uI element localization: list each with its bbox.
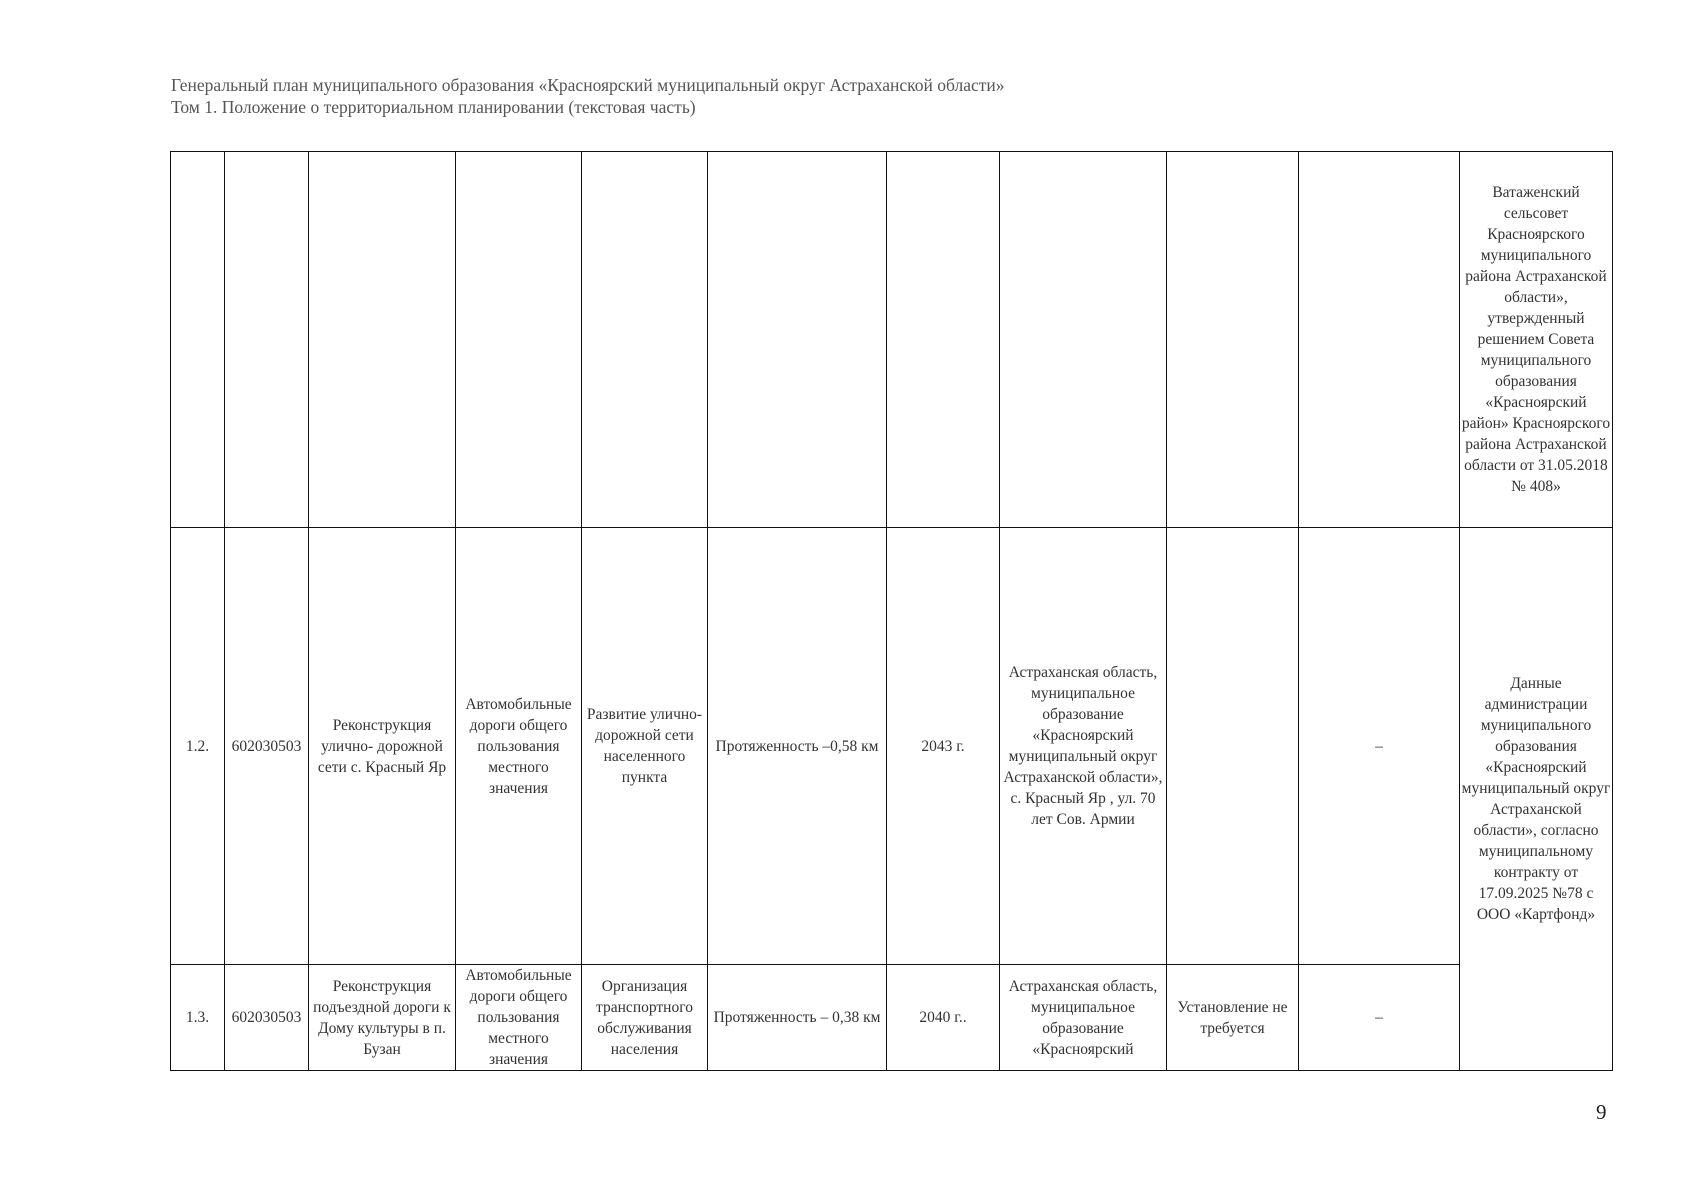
object-characteristics: Протяженность –0,58 км [708, 528, 887, 965]
object-purpose: Организация транспортного обслуживания населения [582, 965, 708, 1071]
empty-cell [225, 152, 309, 528]
object-other: – [1299, 528, 1460, 965]
empty-cell [1299, 152, 1460, 528]
table-row [171, 965, 1613, 1071]
empty-cell [171, 152, 225, 528]
header-title: Генеральный план муниципального образования «Красноярский муниципальный округ Астраханской области» [171, 75, 1005, 95]
object-type: Автомобильные дороги общего пользования местного значения [456, 528, 582, 965]
object-date: 2043 г. [887, 528, 1000, 965]
object-type: Автомобильные дороги общего пользования местного значения [456, 965, 582, 1071]
object-name: Реконструкция улично- дорожной сети с. Красный Яр [309, 528, 456, 965]
objects-table [170, 151, 1613, 1071]
empty-cell [456, 152, 582, 528]
row-number: 1.3. [171, 965, 225, 1071]
object-date: 2040 г.. [887, 965, 1000, 1071]
object-zones: Установление не требуется [1167, 965, 1299, 1071]
object-location: Астраханская область, муниципальное образование «Красноярский муниципальный округ Астраханской области», с. Красный Яр , ул. 70 лет Сов. Армии [1000, 528, 1167, 965]
header-volume: Том 1. Положение о территориальном планировании (текстовая часть) [171, 97, 696, 117]
empty-cell [1000, 152, 1167, 528]
table-row [171, 528, 1613, 965]
row-number: 1.2. [171, 528, 225, 965]
document-header [171, 74, 1005, 118]
empty-cell [309, 152, 456, 528]
source-cell: Ватаженский сельсовет Красноярского муниципального района Астраханской области», утвержденный решением Совета муниципального образования «Красноярский район» Красноярского района Астраханской области от 31.05.2018 № 408» [1460, 152, 1613, 528]
object-purpose: Развитие улично-дорожной сети населенного пункта [582, 528, 708, 965]
empty-cell [1167, 152, 1299, 528]
table-row-continuation [171, 152, 1613, 528]
object-other: – [1299, 965, 1460, 1071]
object-code: 602030503 [225, 965, 309, 1071]
object-characteristics: Протяженность – 0,38 км [708, 965, 887, 1071]
empty-cell [887, 152, 1000, 528]
object-zones [1167, 528, 1299, 965]
object-location: Астраханская область, муниципальное образование «Красноярский [1000, 965, 1167, 1071]
empty-cell [582, 152, 708, 528]
empty-cell [708, 152, 887, 528]
page-number: 9 [1596, 1100, 1607, 1124]
source-cell: Данные администрации муниципального образования «Красноярский муниципальный округ Астраханской области», согласно муниципальному контракту от 17.09.2025 №78 с ООО «Картфонд» [1460, 528, 1613, 1071]
object-name: Реконструкция подъездной дороги к Дому культуры в п. Бузан [309, 965, 456, 1071]
object-code: 602030503 [225, 528, 309, 965]
